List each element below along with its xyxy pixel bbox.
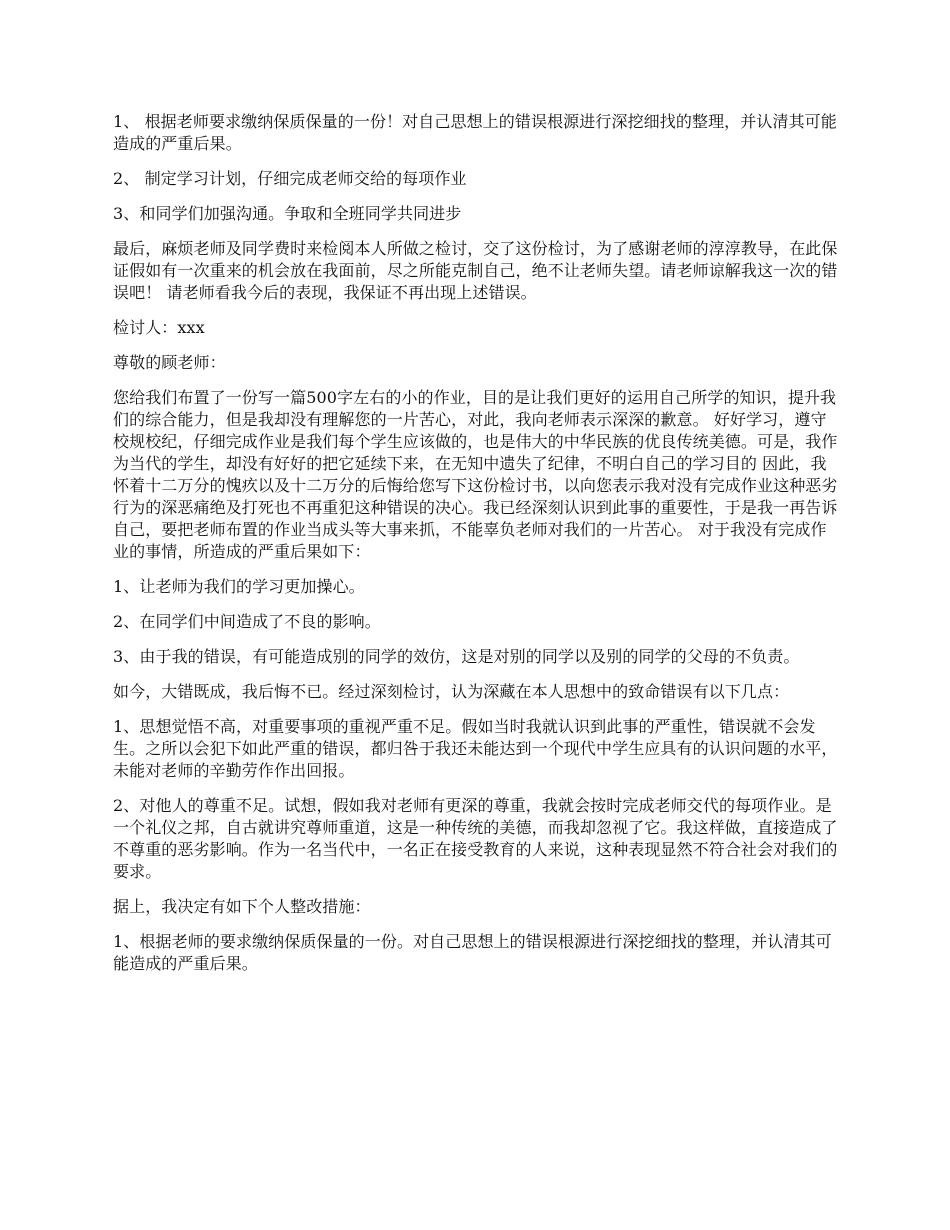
paragraph-3: 3、和同学们加强沟通。争取和全班同学共同进步 — [113, 204, 462, 223]
paragraph-salutation: 尊敬的顾老师： — [113, 353, 226, 372]
paragraph-7: 您给我们布置了一份写一篇500字左右的小的作业，目的是让我们更好的运用自己所学的知识，提升我们的综合能力，但是我却没有理解您的一片苦心，对此，我向老师表示深深的歉意。 好好学习，遵守校规校纪，仔细完成作业是我们每个学生应该做的，也是伟大的中华民族的优良传统美德。可是，我作为当代的学生，却没有好好的把它延续下来，在无知中遗失了纪律，不明白自己的学习目的 因此，我怀着十二万分的愧疚以及十二万分的后悔给您写下这份检讨书，以向您表示我对没有完成作业这种恶劣行为的深恶痛绝及打死也不再重犯这种错误的决心。我已经深刻认识到此事的重要性，于是我一再告诉自己，要把老师布置的作业当成头等大事来抓，不能辜负老师对我们的一片苦心。 对于我没有完成作业的事情，所造成的严重后果如下： — [113, 388, 838, 561]
paragraph-14: 据上，我决定有如下个人整改措施： — [113, 897, 371, 916]
paragraph-8: 1、让老师为我们的学习更加操心。 — [113, 577, 365, 596]
paragraph-signer: 检讨人：xxx — [113, 318, 205, 337]
document-body — [113, 111, 841, 988]
paragraph-11: 如今，大错既成，我后悔不已。经过深刻检讨，认为深藏在本人思想中的致命错误有以下几点： — [113, 682, 790, 701]
paragraph-15: 1、根据老师的要求缴纳保质保量的一份。对自己思想上的错误根源进行深挖细找的整理，并认清其可能造成的严重后果。 — [113, 932, 832, 973]
paragraph-1: 1、 根据老师要求缴纳保质保量的一份！对自己思想上的错误根源进行深挖细找的整理，并认清其可能造成的严重后果。 — [113, 112, 837, 153]
paragraph-2: 2、 制定学习计划，仔细完成老师交给的每项作业 — [113, 169, 467, 188]
paragraph-9: 2、在同学们中间造成了不良的影响。 — [113, 612, 381, 631]
paragraph-4: 最后，麻烦老师及同学费时来检阅本人所做之检讨，交了这份检讨，为了感谢老师的淳淳教导，在此保证假如有一次重来的机会放在我面前，尽之所能克制自己，绝不让老师失望。请老师谅解我这一次的错误吧！ 请老师看我今后的表现，我保证不再出现上述错误。 — [113, 239, 838, 302]
paragraph-10: 3、由于我的错误，有可能造成别的同学的效仿，这是对别的同学以及别的同学的父母的不负责。 — [113, 647, 800, 666]
paragraph-12: 1、思想觉悟不高，对重要事项的重视严重不足。假如当时我就认识到此事的严重性，错误就不会发生。之所以会犯下如此严重的错误，都归咎于我还未能达到一个现代中学生应具有的认识问题的水平，未能对老师的辛勤劳作作出回报。 — [113, 717, 838, 780]
paragraph-13: 2、对他人的尊重不足。试想，假如我对老师有更深的尊重，我就会按时完成老师交代的每项作业。是一个礼仪之邦，自古就讲究尊师重道，这是一种传统的美德，而我却忽视了它。我这样做，直接造成了不尊重的恶劣影响。作为一名当代中，一名正在接受教育的人来说，这种表现显然不符合社会对我们的要求。 — [113, 796, 838, 881]
